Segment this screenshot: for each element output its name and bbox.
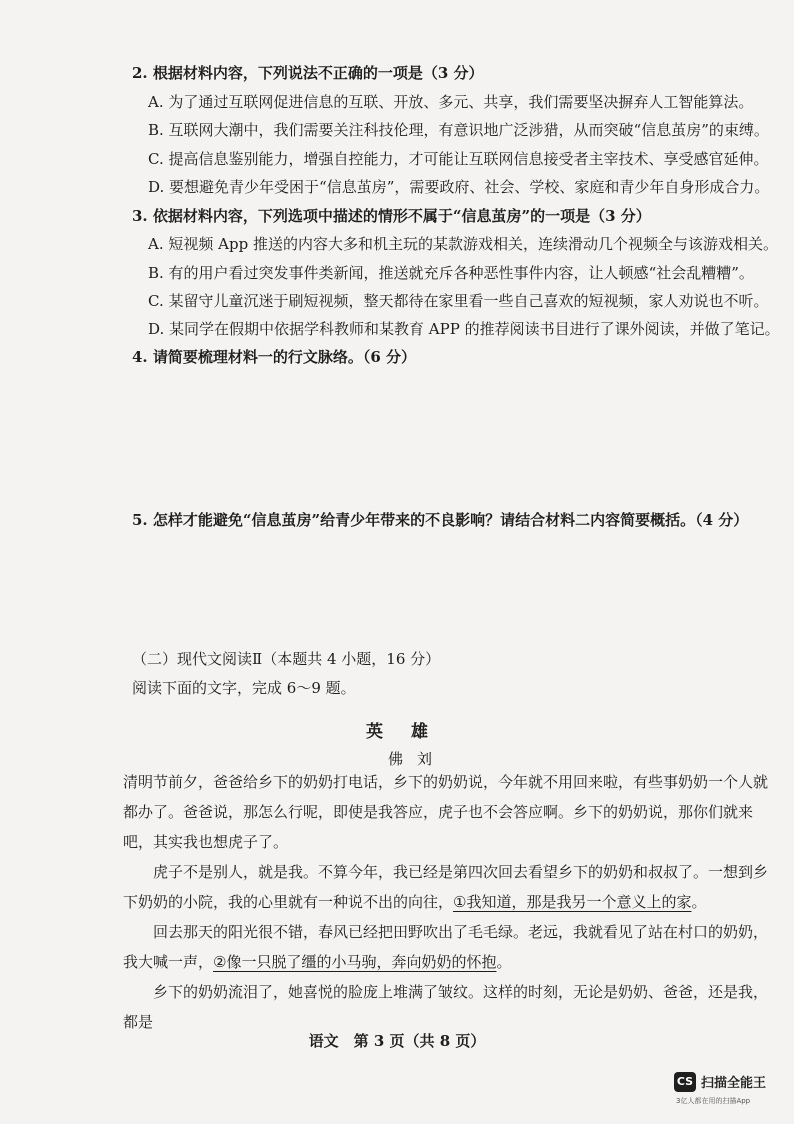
scanner-watermark [674, 1070, 784, 1110]
section-heading: （二）现代文阅读Ⅱ（本题共 4 小题，16 分） [132, 650, 441, 668]
question-3-stem: 3. 依据材料内容，下列选项中描述的情形不属于“信息茧房”的一项是（3 分） [132, 207, 651, 225]
scanner-logo-icon: CS [674, 1072, 696, 1092]
question-4-stem: 4. 请简要梳理材料一的行文脉络。（6 分） [132, 348, 417, 366]
question-3-option-b: B. 有的用户看过突发事件类新闻，推送就充斥各种恶性事件内容，让人顿感“社会乱糟糟”。 [148, 264, 754, 282]
story-paragraph-4 [123, 977, 775, 1037]
scanner-app-name: 扫描全能王 [701, 1076, 767, 1091]
question-2-stem: 2. 根据材料内容，下列说法不正确的一项是（3 分） [132, 64, 484, 82]
story-paragraph-2 [123, 857, 775, 917]
story-title: 英雄 [366, 722, 456, 742]
story-paragraph-3 [123, 917, 775, 977]
question-3-option-d: D. 某同学在假期中依据学科教师和某教育 APP 的推荐阅读书目进行了课外阅读，并做了笔记。 [148, 320, 780, 338]
page-footer: 语文 第 3 页（共 8 页） [308, 1032, 486, 1050]
question-3-option-a: A. 短视频 App 推送的内容大多和机主玩的某款游戏相关，连续滑动几个视频全与该游戏相关。 [148, 235, 778, 253]
underlined-sentence-2: ②像一只脱了缰的小马驹，奔向奶奶的怀抱 [213, 953, 497, 971]
question-5-stem: 5. 怎样才能避免“信息茧房”给青少年带来的不良影响？请结合材料二内容简要概括。（4 分） [132, 511, 749, 529]
question-2-option-a: A. 为了通过互联网促进信息的互联、开放、多元、共享，我们需要坚决摒弃人工智能算法。 [148, 93, 754, 111]
paragraph-1-text: 清明节前夕，爸爸给乡下的奶奶打电话，乡下的奶奶说，今年就不用回来啦，有些事奶奶一个人就都办了。爸爸说，那怎么行呢，即使是我答应，虎子也不会答应啊。乡下的奶奶说，那你们就来吧，其实我也想虎子了。 [123, 773, 769, 851]
section-instruction: 阅读下面的文字，完成 6～9 题。 [132, 679, 356, 697]
story-paragraph-1 [123, 767, 775, 857]
paragraph-4-text: 乡下的奶奶流泪了，她喜悦的脸庞上堆满了皱纹。这样的时刻，无论是奶奶、爸爸，还是我，都是 [123, 983, 769, 1031]
paragraph-3-tail: 。 [496, 953, 512, 971]
question-2-option-b: B. 互联网大潮中，我们需要关注科技伦理，有意识地广泛涉猎，从而突破“信息茧房”的束缚。 [148, 121, 769, 139]
underlined-sentence-1: ①我知道，那是我另一个意义上的家 [453, 893, 692, 911]
question-2-option-d: D. 要想避免青少年受困于“信息茧房”，需要政府、社会、学校、家庭和青少年自身形成合力。 [148, 178, 770, 196]
story-body [123, 767, 775, 1037]
question-2-option-c: C. 提高信息鉴别能力，增强自控能力，才可能让互联网信息接受者主宰技术、享受感官延伸。 [148, 150, 769, 168]
paragraph-3-text: 回去那天的阳光很不错，春风已经把田野吹出了毛毛绿。老远，我就看见了站在村口的奶奶，我大喊一声， [123, 923, 769, 971]
scanner-tagline: 3亿人都在用的扫描App [676, 1097, 751, 1105]
paragraph-2-tail: 。 [691, 893, 707, 911]
paragraph-2-text: 虎子不是别人，就是我。不算今年，我已经是第四次回去看望乡下的奶奶和叔叔了。一想到乡下奶奶的小院，我的心里就有一种说不出的向往， [123, 863, 769, 911]
story-author: 佛刘 [387, 750, 446, 768]
question-3-option-c: C. 某留守儿童沉迷于刷短视频，整天都待在家里看一些自己喜欢的短视频，家人劝说也不听。 [148, 292, 769, 310]
